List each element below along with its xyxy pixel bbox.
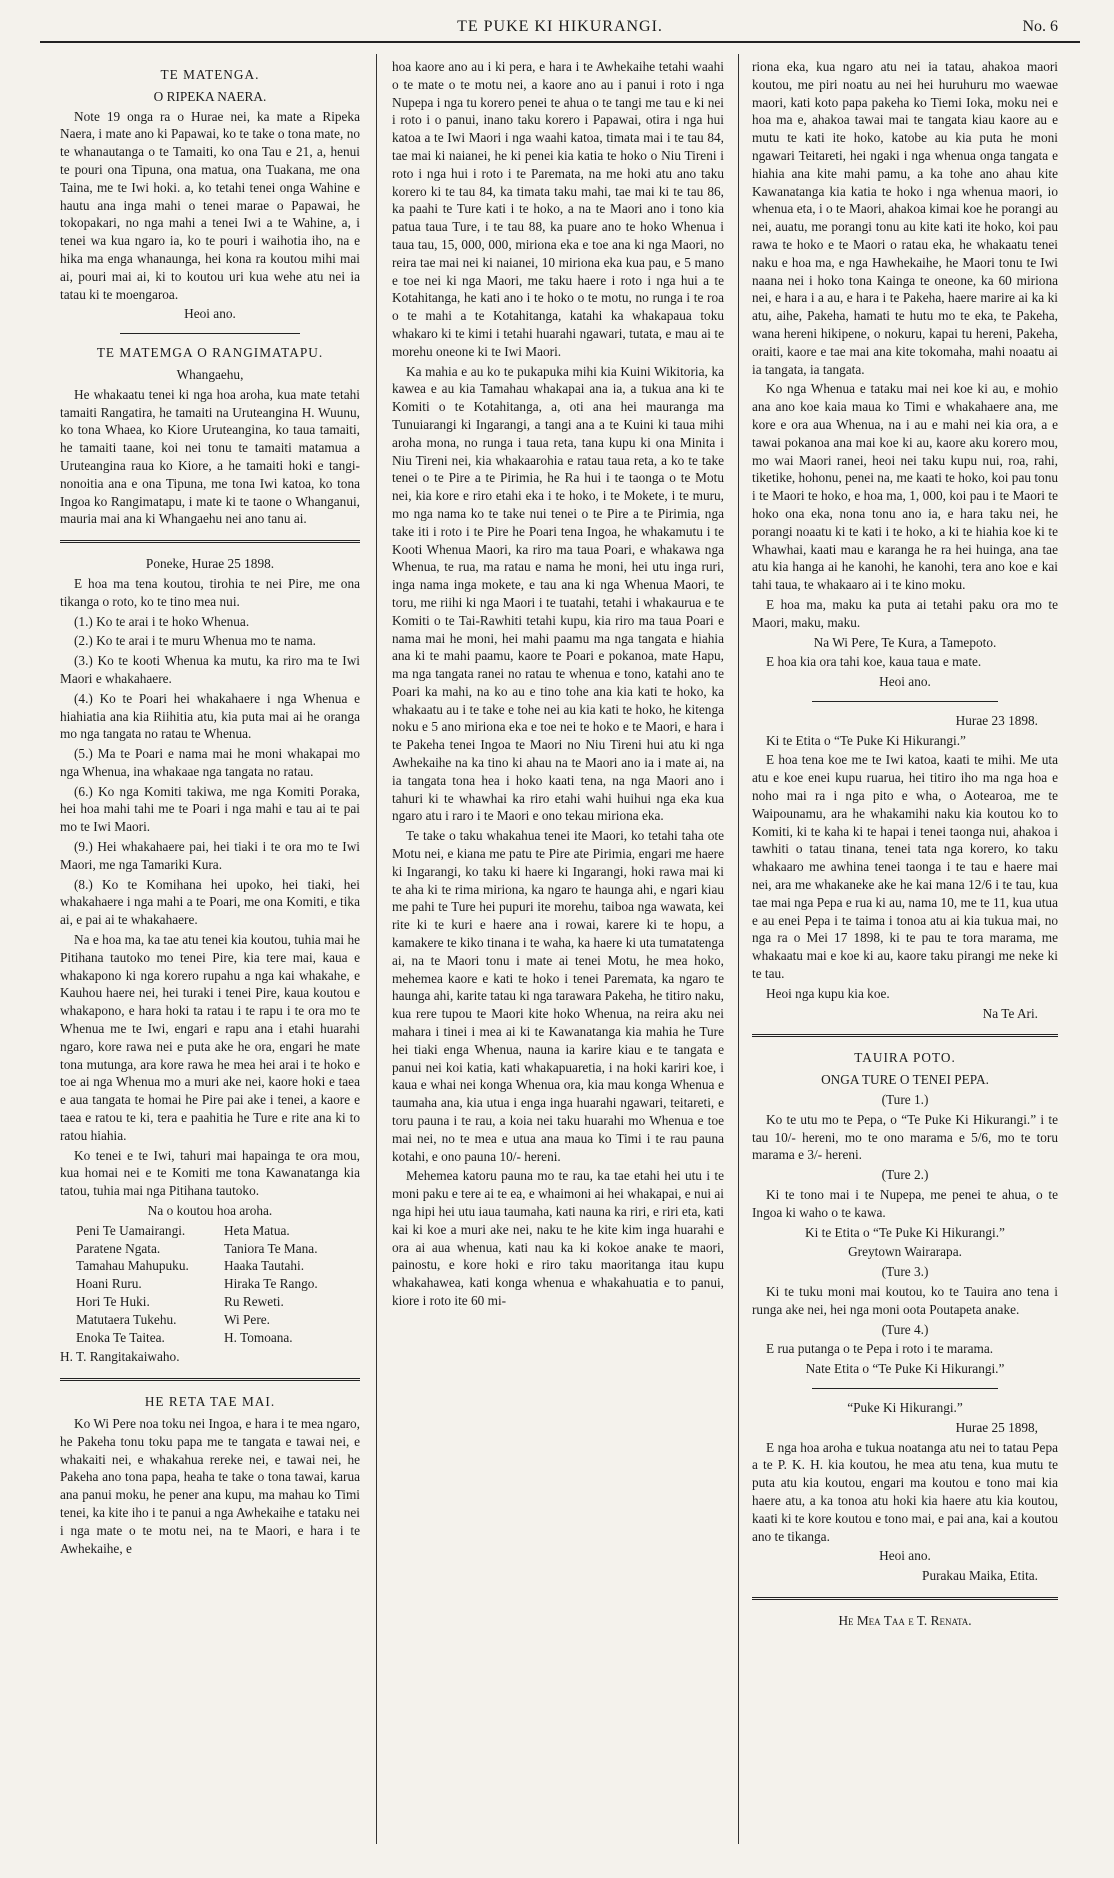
letter-close: Heoi ano.	[879, 674, 931, 690]
letter-paragraph: Heoi nga kupu kia koe.	[766, 985, 890, 1001]
section-rule-double	[752, 1597, 1058, 1600]
column-divider	[738, 54, 739, 1844]
section-rule-double	[752, 1034, 1058, 1037]
bill-item: (2.) Ko te arai i te muru Whenua mo te nama.	[74, 633, 316, 649]
signatory-name: H. Tomoana.	[224, 1329, 293, 1345]
column-1	[60, 58, 360, 1848]
poneke-intro: E hoa ma tena koutou, tirohia te nei Pire, me ona tikanga o roto, ko te tino mea nui.	[60, 575, 360, 609]
signatory-name: Taniora Te Mana.	[224, 1240, 318, 1256]
bill-item: (6.) Ko nga Komiti takiwa, me nga Komiti Poraka, hei hoa mahi tahi me te Poari i nga mahi e tau ai te pai mo te Iwi Maori.	[60, 783, 360, 835]
section-rule-double	[60, 1378, 360, 1381]
letter-paragraph: Ka mahia e au ko te pukapuka mihi kia Kuini Wikitoria, ka kawea e au kia Tamahau whakapai ana ia, a tukua ana ki te Komiti o te Kotahitanga, a, oti ana hei mauranga ma Tunuiarangi ki Ingarangi, a tangi ana a te Kuini ki taua mihi aroha mona, no runga i taua reta, tana kupu ki ona Minita i Niu Tireni nei, kia whakaarohia e ratau taua reta, a ko te take tenei o te Pire a te Pirimia, he Ra hui i te taonga o te Motu nei, kia kore e riro etahi eka i te hoko, i te Mokete, i te muru, mo nga nama ko te take nui tenei o te Pire a te Pirimia, nga take iti i roto i te Pire he Poari tena Ingoa, he whakamutu i te Kooti Whenua Maori, ka riro ma taua Poari, e whakawa nga Whenua, te rua, ma ratau e nama he moni, hei utu inga ruri, inga nama inga mokete, e tau ana ki nga Whenua Maori, te toru, me riihi ki nga Maori i te tuatahi, tetahi i whakaurua e te Komiti o te Tai-Rawhiti tetahi kupu, kia riro ma taua Poari e nama mai he moni, hei mahi paamu ma nga tangata e hiahia ana ki te mahi paamu, kaore te Poari e pokanoa, mate Hapu, ma nga tangata ranei no ratau te whenua e tono, katahi ano te Poari ka mahi, na ko au e tino tohe ana kia kati te hoko, ka whakaatu au i te take e tohe nei au kia kati te hoko, he kitenga noku e 5 ano miriona eka e toe nei te hoko e te Maori, e hara i te Pakeha tenei Ingoa te Maori no Niu Tireni hui atu ki nga Awhekaihe na ka tino ki ahau na te Maori ano ia i mate ai, na ia tangata tona hea i hoko kaati tena, na nga Maori ano i tahuri ki te whawhai ka riro etahi wahi huihui nga eka kua ngaro atu i raro i te Maori e ono tekau miriona eka.	[392, 363, 724, 824]
letter-paragraph: Ko nga Whenua e tataku mai nei koe ki au, e mohio ana ano koe kaia maua ko Timi e whakahaere ana, me kore e ora aua Whenua, na i au e mahi nei kia ora, a e tawai pokanoa ana mai koe ki au, kaore aku korero mou, mo wai Maori ranei, heoi nei taku kupu nui, roa, rahi, tiketike, hohonu, penei na, me kaati te hoko, koi pau tonu i te Maori te hoko, e hoa ma, 1, 000, koi pau i te Maori te hoko ona eka, nona tonu ano ia, e hara taku nei, he porangi noaatu ki te kati i te hoko, a ki te hiahia koe ki te Whawhai, kaati mau e karanga he ra hei huinga, ana tae atu kia hanga ai he kanohi, he kanohi, tera ano koe e kai tahi taua, te whakaaro ai i te kino moku.	[752, 381, 1058, 593]
masthead-rule	[40, 41, 1080, 43]
letter-paragraph: Te take o taku whakahua tenei ite Maori, ko tetahi taha ote Motu nei, e kiana me patu te Pire ate Pirimia, engari me haere ki Ingarangi, ko taku ki haere ki Ingarangi, hoki rawa mai ki te aha ki te rima miriona, ka ngaro te haunga ahi, e ngari kiau me pahi te Ture hei pupuri ite morehu, taiboa nga wawata, kei rite ki te kuri e haere ana i rowai, karere ki te hopu, a kamakere te kiko tinana i te waha, ka haere ki uta tumatatenga ai, na te Maori tonu i mate ai tenei Motu, he mea hoko, mehemea kaore e kati te hoko i tenei Paremata, ka ngaro te haunga ahi, karite tatau ki nga tarawara Pakeha, he titiro naku, kua rere tupou te Maori kite hoko Whenua, na reira aku nei mahara i tinei i mea ai ki te Kawanatanga kia mahia he Ture hei tiaki enga Whenua, nauna ia karire kiau e te tangata e panui nei koi katia, kati whakapuaretia, i na hoki kariri koe, i kaua e whai nei konga Whenua ora, kia mau konga Whenua e taumaha ana, kia utua i enga inga huarahi ngawari, teitareti, e toru pauna i te rau, a koia nei taku huarahi mo Whenua e toe mai nei, no te mea e utua ana maua ko Timi i te rau pauna kotahi, e ono pauna 10/- hereni.	[392, 828, 724, 1164]
poneke-date: Poneke, Hurae 25 1898.	[145, 556, 275, 572]
rule-text: Ki te tono mai i te Nupepa, me penei te ahua, o te Ingoa ki waho o te kawa.	[752, 1187, 1058, 1220]
signatory-name: Hiraka Te Rango.	[224, 1276, 318, 1292]
letter-paragraph: E hoa ma, maku ka puta ai tetahi paku ora mo te Maori, maku, maku.	[752, 596, 1058, 630]
rule-address: Ki te Etita o “Te Puke Ki Hikurangi.”	[805, 1224, 1005, 1240]
masthead-title: TE PUKE KI HIKURANGI.	[457, 18, 663, 35]
tauira-subheading: ONGA TURE O TENEI PEPA.	[821, 1072, 989, 1088]
rule-label: (Ture 4.)	[881, 1321, 929, 1337]
rule-text: Ki te tuku moni mai koutou, ko te Tauira ano tena i runga ake nei, hei nga moni oota Poutapeta anake.	[752, 1284, 1058, 1317]
editor-signature: Purakau Maika, Etita.	[922, 1568, 1038, 1584]
masthead	[40, 14, 1080, 44]
signatory-name: Heta Matua.	[224, 1222, 290, 1238]
signatory-name: Matutaera Tukehu.	[76, 1311, 177, 1327]
bill-item: (1.) Ko te arai i te hoko Whenua.	[74, 613, 250, 629]
signatory-name: Paratene Ngata.	[76, 1240, 161, 1256]
rule-signature: Nate Etita o “Te Puke Ki Hikurangi.”	[805, 1361, 1005, 1377]
tauira-heading: TAUIRA POTO.	[854, 1050, 956, 1066]
rule-text: Ko te utu mo te Pepa, o “Te Puke Ki Hikurangi.” i te tau 10/- hereni, mo te ono marama e 5/6, mo te toru marama e 3/- hereni.	[752, 1111, 1058, 1163]
page-number: No. 6	[1022, 18, 1058, 35]
signatory-name: Tamahau Mahupuku.	[76, 1258, 189, 1274]
rule-label: (Ture 1.)	[881, 1092, 929, 1108]
letter-paragraph: E hoa kia ora tahi koe, kaua taua e mate.	[766, 654, 982, 670]
rule-label: (Ture 2.)	[881, 1167, 929, 1183]
letter-date: Hurae 23 1898.	[955, 712, 1038, 728]
matenga-heading: TE MATENGA.	[160, 67, 260, 82]
letter-continued: riona eka, kua ngaro atu nei ia tatau, ahakoa maori koutou, me piri noatu au nei hei huruhuru mo waewae maori, kati koto papa pakeha ko Tiemi Ioka, moku nei e hoa ma e, ahakoa tawai mai te tangata kiau kaore au e mutu te kati ite hoko, katobe au kia puta he moni ngawari Teitareti, hei ngaki i nga whenua onga tangata e hiahia ana kite mahi pamu, a ka tohe ano ahau kite Kawanatanga kia katia te hoko i nga whenua maori, io whenua eta, i o te Maori, ahakoa kimai koe he porangi au nei, auatu, me porangi tonu au kite kati ite hoko, koi pau rawa te hoko e te Maori o ratau eka, he whakaatu tenei naku e hoa ma, e nga Hawhekaihe, he Maori tonu te Iwi naana nei i hoko tona Kainga te oneone, ka 60 miriona nei, e hara i a au, e hara i te Pakeha, haere marire ai ka ki atu, aihe, Pakeha, hamati te hutu mo te eka, te Pakeha, wana hereni hikipene, o nokuru, kapai tu hereni, Pakeha, oraiti, kaore e tae mai ana kite tokomaha, mahi noaatu ai ia tangata, ia tangata.	[752, 59, 1058, 377]
rule-text: E rua putanga o te Pepa i roto i te marama.	[766, 1341, 994, 1357]
signatory-name: Hori Te Huki.	[76, 1294, 150, 1309]
bill-item: (8.) Ko te Komihana hei upoko, hei tiaki, hei whakahaere i nga mahi a te Poari, me ona Komiti, e tika ai, e pai ai te whakahaere.	[60, 876, 360, 928]
signatories-list	[76, 1222, 360, 1347]
notice-close: Heoi ano.	[879, 1548, 931, 1564]
bill-item: (3.) Ko te kooti Whenua ka mutu, ka riro ma te Iwi Maori e whakahaere.	[60, 653, 360, 686]
letter-addressee: Ki te Etita o “Te Puke Ki Hikurangi.”	[766, 732, 966, 748]
rule-label: (Ture 3.)	[881, 1264, 929, 1280]
poneke-body-2: Ko tenei e te Iwi, tahuri mai hapainga te ora mou, kua homai nei e te Komiti me tona Kawanatanga kia tatou, tuhia mai nga Pitihana tautoko.	[60, 1147, 360, 1199]
section-rule	[812, 701, 998, 702]
signatory-name: Peni Te Uamairangi.	[76, 1222, 186, 1238]
matenga-subheading: O RIPEKA NAERA.	[153, 88, 267, 104]
bill-item: (9.) Hei whakahaere pai, hei tiaki i te ora mo te Iwi Maori, me nga Tamariki Kura.	[60, 839, 360, 872]
matenga-text: Note 19 onga ra o Hurae nei, ka mate a Ripeka Naera, i mate ano ki Papawai, ko te take o tona mate, no te whanautanga o te Tamaiti, ko ona Tau e 21, a, henui te pouri ona Tipuna, ona matua, ona Tuakana, me ona Taina, me te Iwi hoki. a, ko tetahi tenei onga Wahine e hautu ana inga mahi o tenei marae o Papawai, he tokopakari, no nga mahi a tenei Iwi a te Wahine, a, i tenei wa kua ngaro ia, ko te pouri i waihotia iho, na e hika ma enga whanaunga, hei kona ra koutou mihi mai ai, pouri mai ai, ki to koutou uri kua wehe atu nei ia tatau ki te moengaroa.	[60, 108, 360, 302]
signatory-name: Hoani Ruru.	[76, 1276, 142, 1292]
signatory-name: Ru Reweti.	[224, 1294, 284, 1309]
letter-continued: hoa kaore ano au i ki pera, e hara i te Awhekaihe tetahi waahi o te mate o te motu nei, a kaore ano au i panui i roto i nga Nupepa i nga tu korero penei te ahua o te tangi me tau e ki nei i roto i o panui, inano taku korero i Papawai, otira i nga hui katoa a te Iwi Maori i nga waahi katoa, timata mai i te tau 84, tae mai ki naianei, he ki penei kia katia te hoko o Niu Tireni i roto i nga hui i roto i te Paremata, na me hoki atu ano taku korero ki te tau 84, ka timata taku mahi, tae mai ki te tau 86, ka paahi te Ture kati i te hoko, a na te Maori ano i tono kia patua taua Ture, i te tau 88, ka puare ano te hoko Whenua i taua tau, 15, 000, 000, miriona eka e toe ana ki nga Maori, no reira tae mai nei ki naianei, 10 miriona eka kua pau, e 5 mano e toe nei ki nga Maori, me taku haere i roto i nga hui a te Kotahitanga, he kati ano i te hoko o te motu, no runga i te roa o te mahi a te Kotahitanga, katahi ka whakapaua toku whakaro ki te kimi i tetahi huarahi ngawari, tutata, e mau ai te morehu oneone ki te Iwi Maori.	[392, 59, 724, 359]
letter-paragraph: Mehemea katoru pauna mo te rau, ka tae etahi hei utu i te moni paku e tere ai te ea, e whaimoni ai hei whakapai, e nui ai nga hipi hei utu iaua taumaha, kati nauna ka riri, e riri eta, kati kai ki koe a muri ake nei, naku te he kite kim inga huarahi e ora ai aua whenua, kati nau ka ki kokoe anake te maori, painostu, e kore hoki e riro taku maoritanga itau kupu whakahawea, kati konga whenua e whakahuatia e to panui, kiore i roto ite 60 mi-	[392, 1168, 724, 1308]
signatory-last: H. T. Rangitakaiwaho.	[60, 1349, 180, 1365]
matenga-close: Heoi ano.	[184, 306, 236, 322]
poneke-body: Na e hoa ma, ka tae atu tenei kia koutou, tuhia mai he Pitihana tautoko mo tenei Pire, kia tere mai, kaua e whakapono ki nga korero rupahu a nga kai whakahe, e Kauhou haere nei, hei turaki i tenei Pire, kaua koutou e whakapono, e hara hoki ta ratau i te rapu i te ora mo te Whenua me te Iwi, engari e rapu ana i etahi huarahi ngaro, kore rawa nei e puta ake he ora, engari he mate tona mutunga, ara kore rawa he mea hei arai i te hoko e toe ai nga Whenua mo a muri ake nei, kaore hoki e taea e aua tangata te homai he Pire pai ake i tenei, a kaore e taea e ratou te ki, tera e paahitia he Ture e rite ana ki to ratou hiahia.	[60, 932, 360, 1143]
column-divider	[376, 54, 377, 1844]
notice-text: E nga hoa aroha e tukua noatanga atu nei to tatau Pepa a te P. K. H. kia koutou, he mea atu tena, kua mutu te puta atu kia koutou, engari ma koutou e tono mai kia haere atu, a ka tonoa atu hoki kia haere atu kia koutou, kaati ki te kore koutou e tono mai, e pai ana, kai a koutou ano te tikanga.	[752, 1439, 1058, 1544]
rangimatapu-text: He whakaatu tenei ki nga hoa aroha, kua mate tetahi tamaiti Rangatira, he tamaiti na Uruteangina H. Wuunu, ko tona Whaea, ko Kiore Uruteangina, ko taua tamaiti, he tamaiti taane, koi nei tonu te tamaiti matamua a Uruteangina raua ko Kiore, a he tamaiti hoki e tangi-nonoitia ana e ona Tipuna, me tona Iwi katoa, ko tona Ingoa ko Rangimatapu, i mate ki te taone o Whanganui, mauria mai ana ki Whangaehu nei ano tanu ai.	[60, 386, 360, 527]
bill-item: (5.) Ma te Poari e nama mai he moni whakapai mo nga Whenua, ina whakaae nga tangata no ratau.	[60, 746, 360, 779]
signatories-heading: Na o koutou hoa aroha.	[147, 1203, 273, 1219]
printer-footer: He Mea Taa e T. Renata.	[838, 1612, 972, 1628]
column-3	[752, 58, 1058, 1848]
signatory-name: Haaka Tautahi.	[224, 1258, 305, 1274]
rangimatapu-place: Whangaehu,	[176, 366, 244, 382]
notice-title: “Puke Ki Hikurangi.”	[847, 1399, 963, 1415]
bill-item: (4.) Ko te Poari hei whakahaere i nga Whenua e hiahiatia ana kia Riihitia atu, kia puta mai ai he oranga mo nga tangata no ratau te Whenua.	[60, 690, 360, 742]
signatory-name: Enoka Te Taitea.	[76, 1329, 165, 1345]
column-2	[392, 58, 724, 1848]
letter-signature: Na Te Ari.	[982, 1005, 1038, 1021]
letter-signature: Na Wi Pere, Te Kura, a Tamepoto.	[813, 634, 997, 650]
letter-paragraph: E hoa tena koe me te Iwi katoa, kaati te mihi. Me uta atu e koe enei kupu ruarua, hei titiro iho ma nga hoa e noho mai ra i nga pito e wha, o Aotearoa, me te Waipounamu, ara he whakamihi naku kia koutou ko to Komiti, ki te kaha ki te hapai i tenei taonga nui, ahakoa i tawhiti o tatau tinana, tenei tata nga korero, ko taku whakaaro me awhina tenei taonga i te tau e haere mai nei, ara me whakaneke ake he kai mana 12/6 i te tau, kua tae mai nga Pepa e rua ki au, nama 10, me te 11, kua utua e au enei Pepa i te taima i tonoa atu ai kia tukua mai, no nga ra o Mei 17 1898, ki te pau te tora marama, me whakaatu mai e koe ki au, kaore taku pirangi me neke ki te tau.	[752, 752, 1058, 982]
section-rule-double	[60, 540, 360, 543]
reta-heading: HE RETA TAE MAI.	[144, 1394, 276, 1410]
section-rule	[812, 1388, 998, 1389]
section-rule	[120, 333, 300, 334]
reta-text: Ko Wi Pere noa toku nei Ingoa, e hara i te mea ngaro, he Pakeha tonu toku papa me te tangata e tawai nei, e whakaiti nei, e whakahua rereke nei, e tawai nei, he Pakeha ano tona papa, heaha te take o tona tawai, karua ana panui moku, he pener ana kupu, ma mahau ko Timi tenei, ka kite iho i te panui a nga Awhekaihe e tataku nei i nga mate o te motu nei, na te Maori, e hara i te Awhekaihe, e	[60, 1415, 360, 1556]
rule-address: Greytown Wairarapa.	[848, 1244, 962, 1260]
notice-date: Hurae 25 1898,	[955, 1419, 1038, 1435]
signatory-name: Wi Pere.	[224, 1311, 270, 1327]
rangimatapu-heading: TE MATEMGA O RANGIMATAPU.	[96, 345, 324, 361]
